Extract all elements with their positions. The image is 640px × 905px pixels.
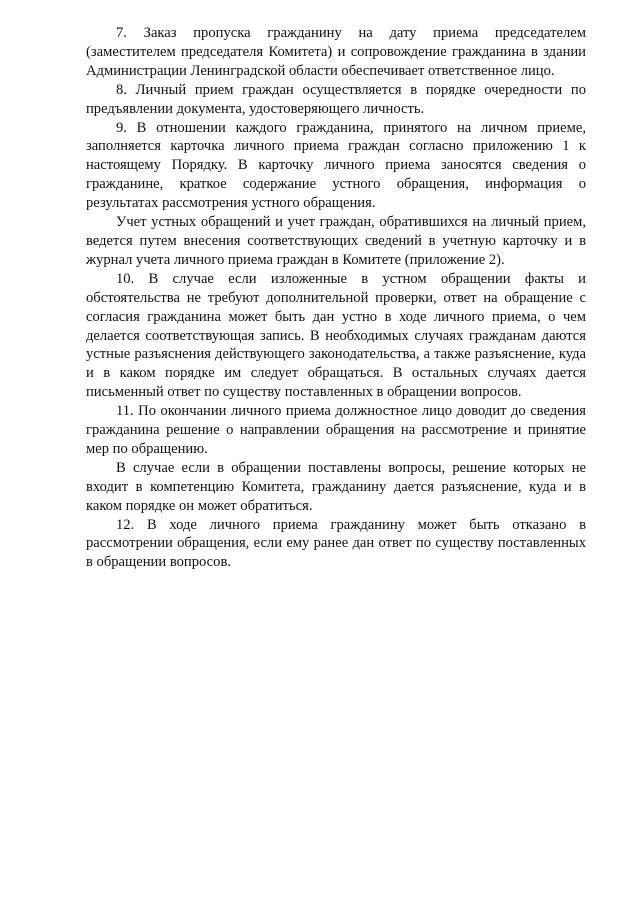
- paragraph-11: 11. По окончании личного приема должностное лицо доводит до сведения гражданина решение о направлении обращения на рассмотрение и принятие мер по обращению.: [86, 403, 586, 457]
- document-body: [86, 24, 586, 572]
- paragraph-7: 7. Заказ пропуска гражданину на дату приема председателем (заместителем председателя Комитета) и сопровождение гражданина в здании Администрации Ленинградской области обеспечивает ответственное лицо.: [86, 25, 586, 79]
- paragraph-10: 10. В случае если изложенные в устном обращении факты и обстоятельства не требуют дополнительной проверки, ответ на обращение с согласия гражданина может быть дан устно в ходе личного приема, о чем делается соответствующая запись. В необходимых случаях гражданам даются устные разъяснения действующего законодательства, а также разъяснение, куда и в каком порядке им следует обращаться. В остальных случаях дается письменный ответ по существу поставленных в обращении вопросов.: [86, 270, 586, 401]
- paragraph-12: 12. В ходе личного приема гражданину может быть отказано в рассмотрении обращения, если ему ранее дан ответ по существу поставленных в обращении вопросов.: [86, 516, 586, 571]
- paragraph-8: 8. Личный прием граждан осуществляется в порядке очередности по предъявлении документа, удостоверяющего личность.: [86, 81, 586, 117]
- paragraph-9: 9. В отношении каждого гражданина, принятого на личном приеме, заполняется карточка личного приема граждан согласно приложению 1 к настоящему Порядку. В карточку личного приема заносятся сведения о гражданине, краткое содержание устного обращения, информация о результатах рассмотрения устного обращения.: [86, 119, 586, 212]
- paragraph-11-continuation: В случае если в обращении поставлены вопросы, решение которых не входит в компетенцию Комитета, гражданину дается разъяснение, куда и в каком порядке он может обратиться.: [86, 459, 586, 514]
- paragraph-9-continuation: Учет устных обращений и учет граждан, обратившихся на личный прием, ведется путем внесения соответствующих сведений в учетную карточку и в журнал учета личного приема граждан в Комитете (приложение 2).: [86, 214, 586, 268]
